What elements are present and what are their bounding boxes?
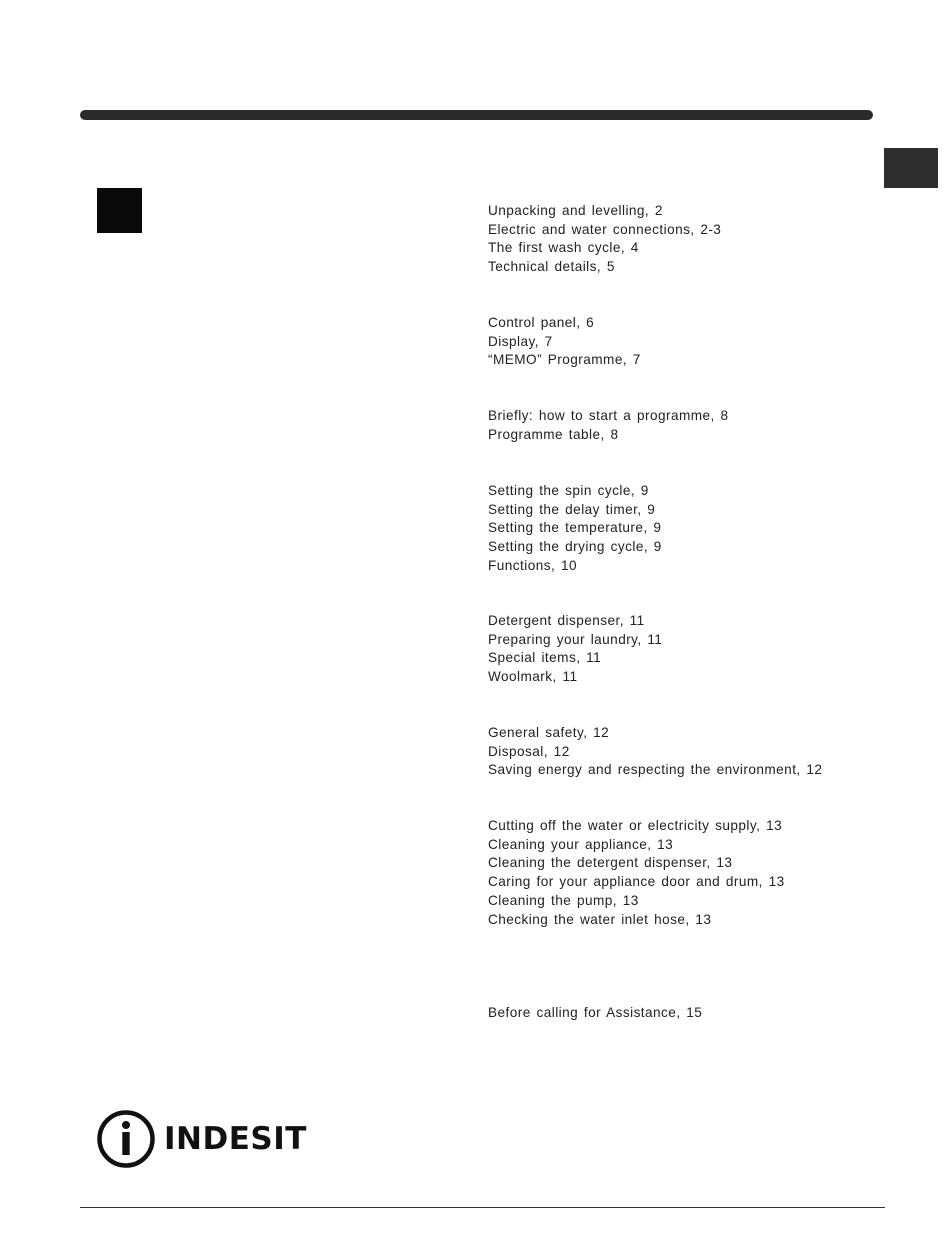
- toc-item[interactable]: Control panel, 6: [488, 315, 595, 330]
- toc-item[interactable]: Setting the delay timer, 9: [488, 501, 656, 517]
- toc-group-personalisation: [488, 482, 662, 576]
- toc-item[interactable]: Unpacking and levelling, 2: [488, 203, 663, 218]
- toc-item[interactable]: Disposal, 12: [488, 743, 570, 759]
- indesit-logo-icon: [96, 1110, 156, 1168]
- toc-item[interactable]: Cutting off the water or electricity supply, 13: [488, 818, 783, 833]
- toc-group-start: [488, 407, 729, 444]
- toc-item[interactable]: Detergent dispenser, 11: [488, 613, 645, 628]
- toc-group-maintenance: [488, 817, 785, 929]
- language-tab: [884, 148, 938, 188]
- toc-item[interactable]: Cleaning the detergent dispenser, 13: [488, 855, 733, 871]
- toc-item[interactable]: Briefly: how to start a programme, 8: [488, 408, 729, 423]
- toc-item[interactable]: Cleaning your appliance, 13: [488, 836, 674, 852]
- toc-item[interactable]: Cleaning the pump, 13: [488, 892, 639, 908]
- brand-logo: [96, 1110, 307, 1168]
- toc-group-safety: [488, 724, 822, 780]
- toc-item[interactable]: Technical details, 5: [488, 259, 615, 275]
- toc-item[interactable]: The first wash cycle, 4: [488, 240, 639, 256]
- toc-item[interactable]: Before calling for Assistance, 15: [488, 1005, 703, 1020]
- toc-item[interactable]: Caring for your appliance door and drum, 13: [488, 874, 785, 890]
- brand-wordmark: INDESIT: [164, 1121, 307, 1157]
- toc-item[interactable]: Display, 7: [488, 333, 553, 349]
- toc-item[interactable]: Saving energy and respecting the environment, 12: [488, 762, 823, 778]
- footer-rule: [80, 1207, 885, 1208]
- toc-item[interactable]: “MEMO” Programme, 7: [488, 352, 641, 368]
- toc-group-installation: [488, 202, 721, 277]
- toc-item[interactable]: Setting the temperature, 9: [488, 520, 662, 536]
- toc-item[interactable]: General safety, 12: [488, 725, 610, 740]
- toc-item[interactable]: Setting the drying cycle, 9: [488, 539, 662, 555]
- toc-group-description: [488, 314, 641, 370]
- language-marker-box: [97, 188, 142, 233]
- toc-item[interactable]: Checking the water inlet hose, 13: [488, 911, 712, 927]
- toc-group-detergents: [488, 612, 662, 687]
- toc-item[interactable]: Electric and water connections, 2-3: [488, 221, 722, 237]
- header-bar: [80, 110, 873, 120]
- toc-item[interactable]: Woolmark, 11: [488, 669, 578, 685]
- toc-item[interactable]: Programme table, 8: [488, 426, 619, 442]
- toc-item[interactable]: Preparing your laundry, 11: [488, 631, 663, 647]
- toc-group-troubleshooting: [488, 1004, 702, 1023]
- toc-item[interactable]: Special items, 11: [488, 650, 602, 666]
- toc-item[interactable]: Functions, 10: [488, 557, 577, 573]
- toc-item[interactable]: Setting the spin cycle, 9: [488, 483, 649, 498]
